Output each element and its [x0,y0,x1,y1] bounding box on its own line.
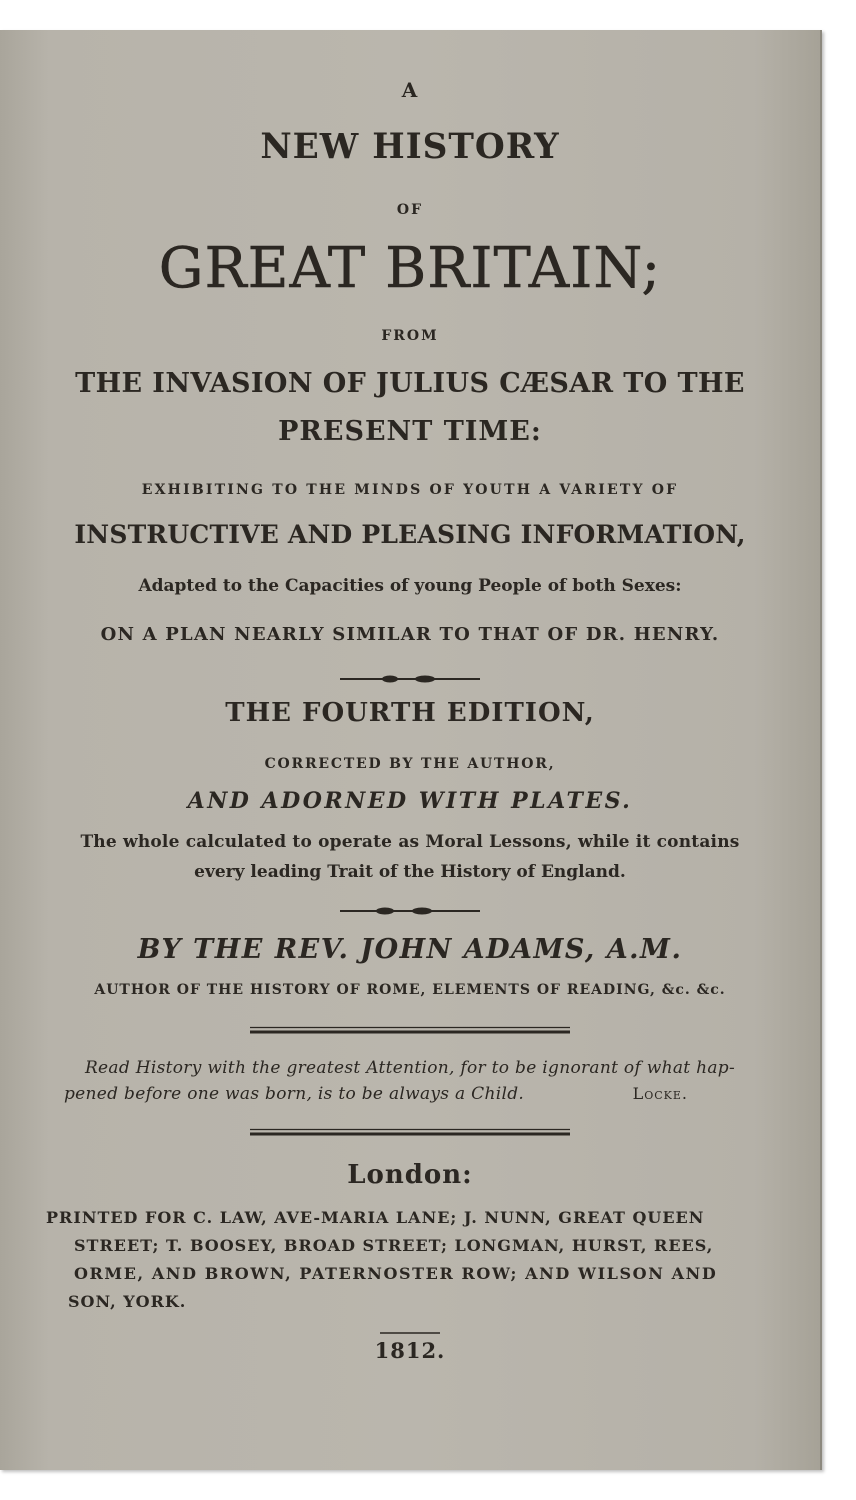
printer-line-3: ORME, AND BROWN, PATERNOSTER ROW; AND WILSON AND [74,1264,718,1283]
whole-line-1: The whole calculated to operate as Moral Lessons, while it contains [80,832,740,852]
title-invasion: THE INVASION OF JULIUS CÆSAR TO THE [75,368,745,399]
title-present-time: PRESENT TIME: [278,416,542,447]
ornamental-rule-1 [0,674,820,684]
edition: THE FOURTH EDITION, [225,698,595,728]
title-from: FROM [381,328,439,344]
title-new-history: NEW HISTORY [260,126,560,167]
ornamental-rule-2 [0,906,820,916]
printer-line-1: PRINTED FOR C. LAW, AVE-MARIA LANE; J. NUNN, GREAT QUEEN [46,1208,705,1227]
printer-line-4: SON, YORK. [68,1292,187,1311]
imprint-year: 1812. [374,1338,446,1363]
double-rule-top [0,1026,820,1035]
epigraph-line-2: pened before one was born, is to be always a Child. [64,1084,525,1104]
epigraph-line-2-row [64,1084,688,1104]
title-great-britain: GREAT BRITAIN; [158,236,662,301]
title-article: A [401,78,419,102]
corrected: CORRECTED BY THE AUTHOR, [264,756,556,772]
author-of-line: AUTHOR OF THE HISTORY OF ROME, ELEMENTS OF READING, &c. &c. [94,982,726,998]
epigraph-attribution: Locke. [632,1084,688,1103]
printer-line-2: STREET; T. BOOSEY, BROAD STREET; LONGMAN, HURST, REES, [74,1236,714,1255]
whole-line-2: every leading Trait of the History of England. [194,862,626,882]
title-of: OF [396,202,424,218]
adorned: AND ADORNED WITH PLATES. [187,788,633,814]
subtitle-adapted: Adapted to the Capacities of young People of both Sexes: [138,576,682,596]
double-rule-bottom [0,1128,820,1137]
imprint-city: London: [347,1160,473,1190]
subtitle-plan: ON A PLAN NEARLY SIMILAR TO THAT OF DR. HENRY. [100,624,720,645]
subtitle-exhibiting: EXHIBITING TO THE MINDS OF YOUTH A VARIETY OF [141,482,679,498]
epigraph-line-1: Read History with the greatest Attention, for to be ignorant of what hap- [84,1058,736,1078]
short-rule [0,1330,820,1336]
author-line: BY THE REV. JOHN ADAMS, A.M. [137,934,683,965]
title-page [0,30,822,1470]
subtitle-instructive: INSTRUCTIVE AND PLEASING INFORMATION, [74,520,746,549]
